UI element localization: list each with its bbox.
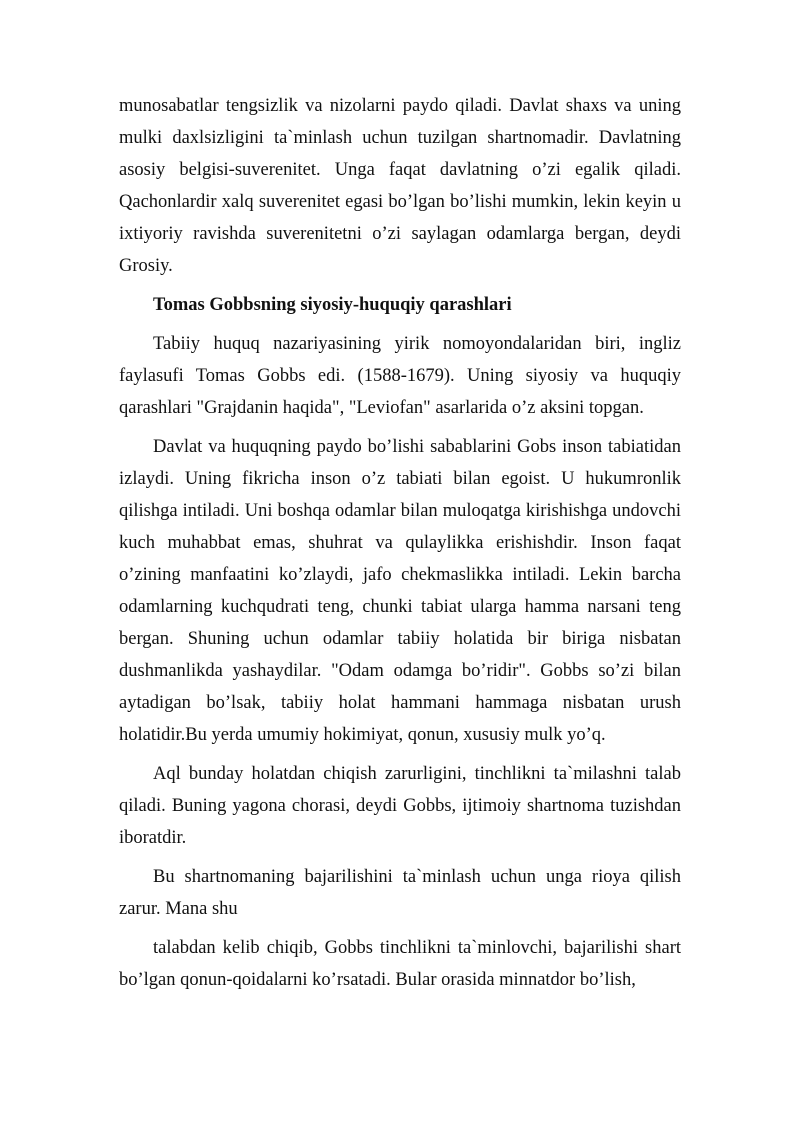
paragraph-5: Bu shartnomaning bajarilishini ta`minlash uchun unga rioya qilish zarur. Mana shu (119, 867, 681, 919)
paragraph-3: Davlat va huquqning paydo bo’lishi sabablarini Gobs inson tabiatidan izlaydi. Uning fikricha inson o’z tabiati bilan egoist. U hukumronlik qilishga intiladi. Uni boshqa odamlar bilan muloqatga kirishishga undovchi kuch muhabbat emas, shuhrat va qulaylikka erishishdir. Inson faqat o’zining manfaatini ko’zlaydi, jafo chekmaslikka intiladi. Lekin barcha odamlarning kuchqudrati teng, chunki tabiat ularga hamma narsani teng bergan. Shuning uchun odamlar tabiiy holatida bir biriga nisbatan dushmanlikda yashaydilar. "Odam odamga bo’ridir". Gobbs so’zi bilan aytadigan bo’lsak, tabiiy holat hammani hammaga nisbatan urush holatidir.Bu yerda umumiy hokimiyat, qonun, xususiy mulk yo’q. (119, 437, 681, 745)
paragraph-1: munosabatlar tengsizlik va nizolarni paydo qiladi. Davlat shaxs va uning mulki daxlsizligini ta`minlash uchun tuzilgan shartnomadir. Davlatning asosiy belgisi-suverenitet. Unga faqat davlatning o’zi egalik qiladi. Qachonlardir xalq suverenitet egasi bo’lgan bo’lishi mumkin, lekin keyin u ixtiyoriy ravishda suverenitetni o’zi saylagan odamlarga bergan, deydi Grosiy. (119, 96, 681, 276)
paragraph-6: talabdan kelib chiqib, Gobbs tinchlikni ta`minlovchi, bajarilishi shart bo’lgan qonun-qoidalarni ko’rsatadi. Bular orasida minnatdor bo’lish, (119, 938, 681, 990)
paragraph-4: Aql bunday holatdan chiqish zarurligini, tinchlikni ta`milashni talab qiladi. Buning yagona chorasi, deydi Gobbs, ijtimoiy shartnoma tuzishdan iboratdir. (119, 764, 681, 848)
text-column (119, 90, 681, 1003)
section-heading: Tomas Gobbsning siyosiy-huquqiy qarashlari (153, 295, 512, 315)
paragraph-2: Tabiiy huquq nazariyasining yirik nomoyondalaridan biri, ingliz faylasufi Tomas Gobbs edi. (1588-1679). Uning siyosiy va huquqiy qarashlari "Grajdanin haqida", "Leviofan" asarlarida o’z aksini topgan. (119, 334, 681, 418)
